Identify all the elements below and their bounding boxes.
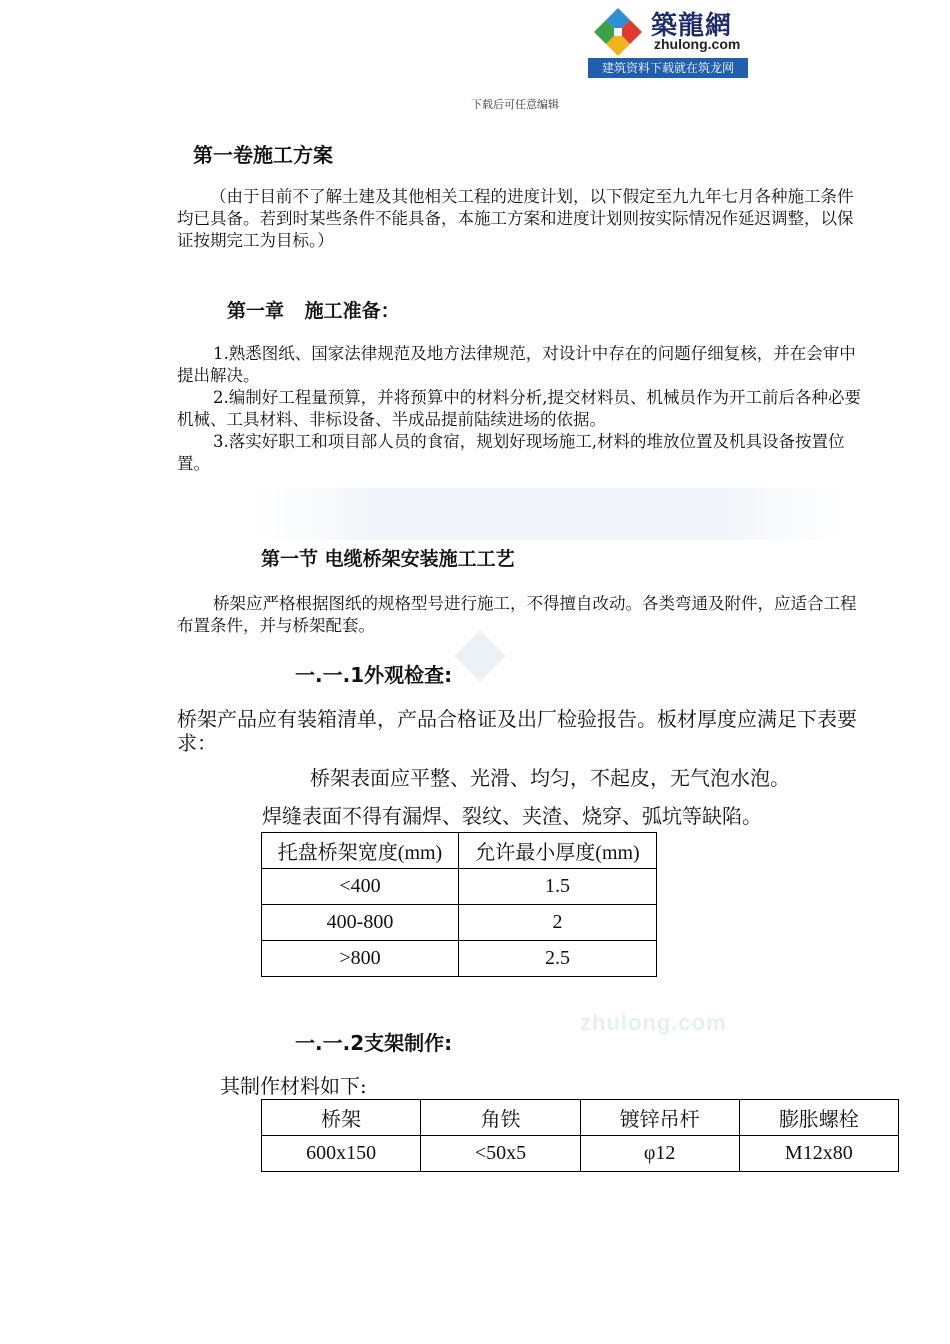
chapter-item-text: 2.编制好工程量预算，并将预算中的材料分析,提交材料员、机械员作为开工前后各种必要机械、工具材料、非标设备、半成品提前陆续进场的依据。 [177,388,861,429]
table-cell: 2.5 [459,941,657,977]
table-cell: 1.5 [459,869,657,905]
chapter-item-text: 3.落实好职工和项目部人员的食宿，规划好现场施工,材料的堆放位置及机具设备按置位置。 [177,432,845,473]
surface-requirement: 桥架表面应平整、光滑、均匀，不起皮，无气泡水泡。 [310,766,790,790]
volume-title: 第一卷施工方案 [193,143,333,167]
chapter-item [177,431,867,475]
table-header-cell: 镀锌吊杆 [580,1100,739,1136]
table-cell: 600x150 [262,1136,421,1172]
table-cell: 2 [459,905,657,941]
thickness-table [261,832,657,977]
table-row [262,869,657,905]
weld-requirement: 焊缝表面不得有漏焊、裂纹、夹渣、烧穿、弧坑等缺陷。 [262,804,762,828]
table-header-row [262,1100,899,1136]
materials-table [261,1099,899,1172]
logo-title: 築龍網 [651,11,733,41]
table-cell: >800 [262,941,459,977]
chapter-items [177,343,867,475]
chapter-item [177,343,867,387]
subsection-2-text: 其制作材料如下: [220,1074,367,1098]
table-header-cell: 膨胀螺栓 [739,1100,898,1136]
table-header-cell: 托盘桥架宽度(mm) [262,833,459,869]
intro-paragraph [177,186,867,252]
watermark-band [255,488,845,540]
edit-note: 下载后可任意编辑 [471,98,559,111]
table-row [262,905,657,941]
logo-url: zhulong.com [654,36,741,52]
subsection-1-text: 桥架产品应有装箱清单，产品合格证及出厂检验报告。板材厚度应满足下表要求： [177,707,857,755]
chapter-item [177,387,867,431]
subsection-1-title: 一.一.1外观检查: [295,663,453,687]
section-title: 第一节 电缆桥架安装施工工艺 [261,548,515,570]
watermark-text: zhulong.com [580,1010,727,1035]
table-row [262,941,657,977]
zhulong-logo [588,2,748,78]
subsection-2-title: 一.一.2支架制作: [295,1031,453,1055]
table-cell: M12x80 [739,1136,898,1172]
chapter-item-text: 1.熟悉图纸、国家法律规范及地方法律规范，对设计中存在的问题仔细复核，并在会审中提出解决。 [177,344,856,385]
intro-text: （由于目前不了解土建及其他相关工程的进度计划，以下假定至九九年七月各种施工条件均已具备。若到时某些条件不能具备，本施工方案和进度计划则按实际情况作延迟调整，以保证按期完工为目标。） [177,187,854,250]
table-cell: <50x5 [421,1136,580,1172]
logo-slogan: 建筑资料下载就在筑龙网 [588,58,748,78]
table-header-cell: 允许最小厚度(mm) [459,833,657,869]
table-header-cell: 角铁 [421,1100,580,1136]
table-cell: 400-800 [262,905,459,941]
chapter-title: 第一章 施工准备： [227,300,400,322]
section-text: 桥架应严格根据图纸的规格型号进行施工，不得擅自改动。各类弯通及附件，应适合工程布置条件，并与桥架配套。 [177,594,857,635]
table-cell: <400 [262,869,459,905]
table-cell: φ12 [580,1136,739,1172]
zhulong-logo-icon [592,6,644,58]
table-header-row [262,833,657,869]
section-paragraph [177,593,867,637]
table-row [262,1136,899,1172]
table-header-cell: 桥架 [262,1100,421,1136]
